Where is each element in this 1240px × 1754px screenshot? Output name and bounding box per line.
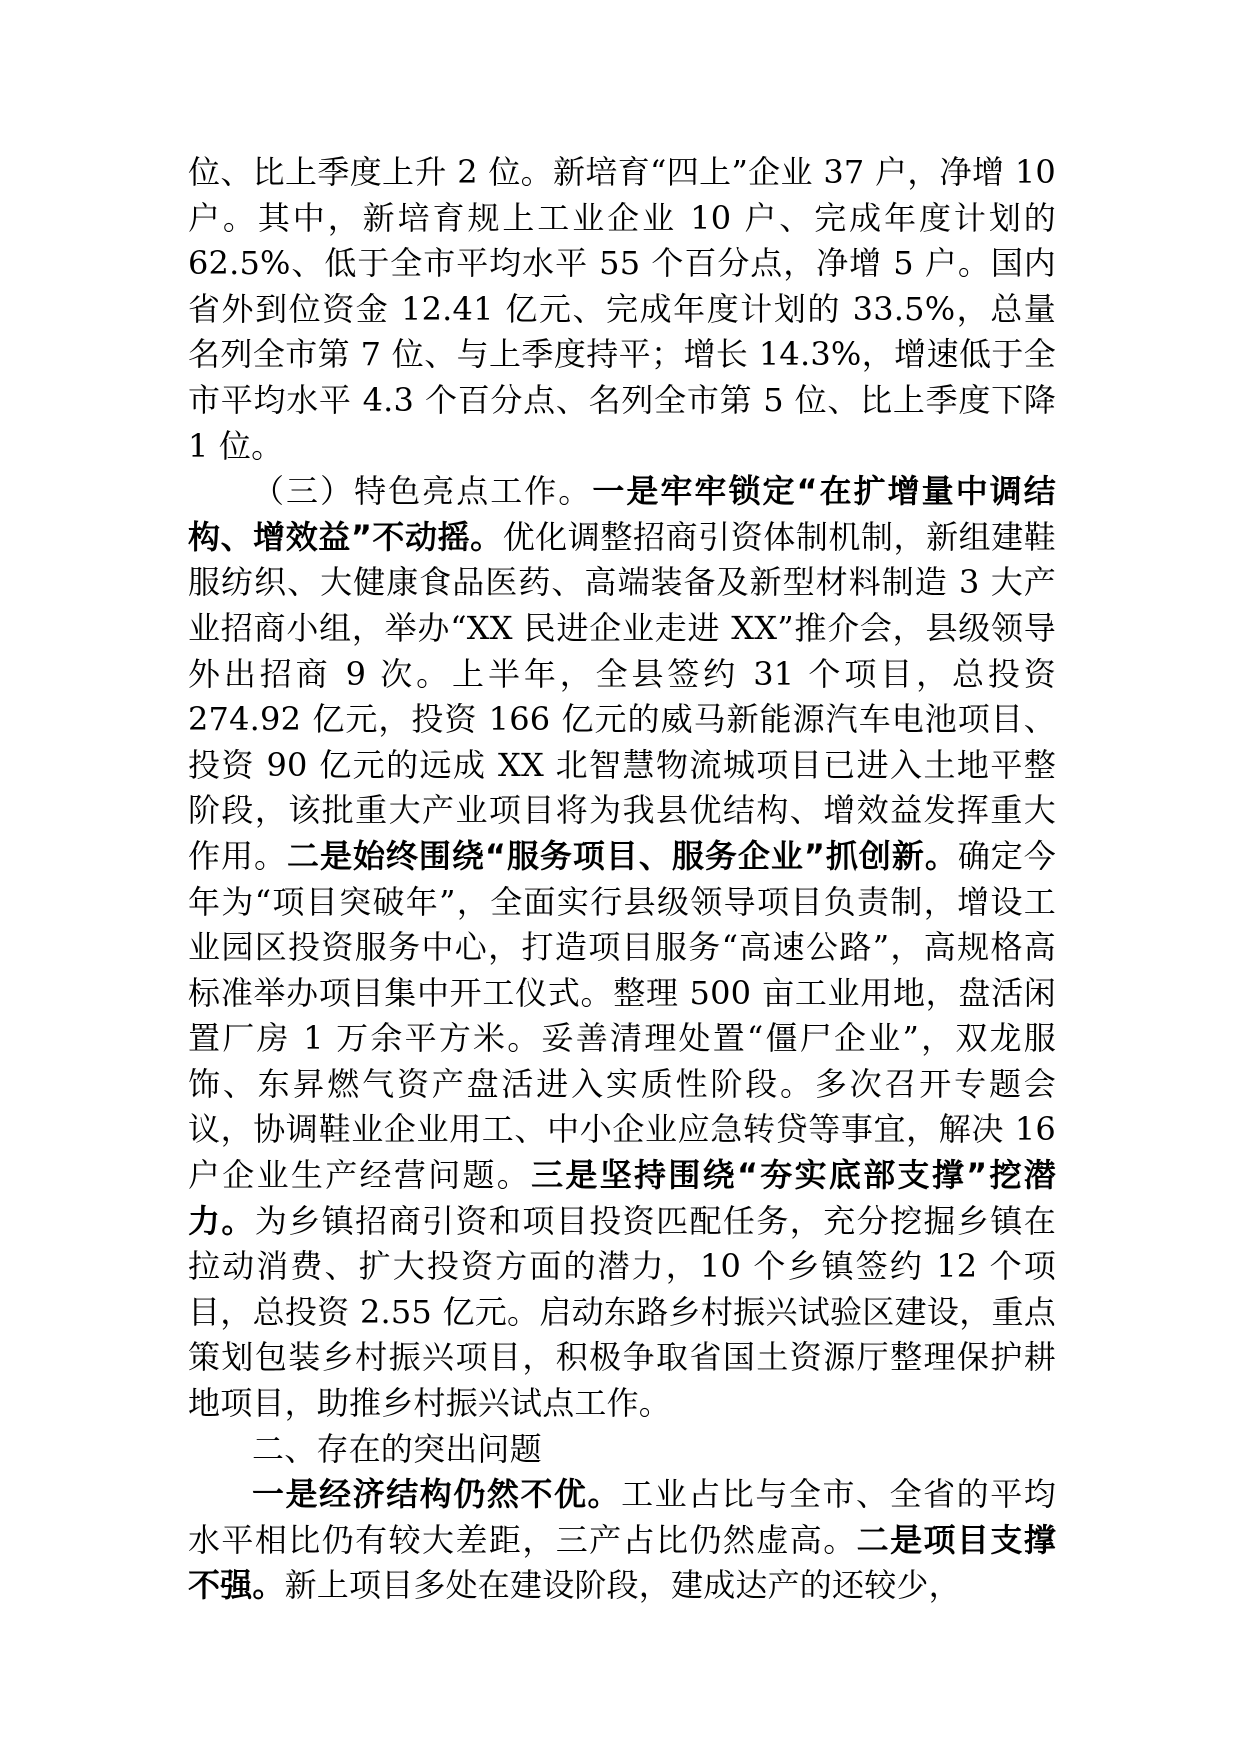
section-title-problems bbox=[188, 1427, 1056, 1473]
section-heading: （三）特色亮点工作。 bbox=[252, 472, 593, 511]
bold-problem-one: 一是经济结构仍然不优。 bbox=[252, 1475, 622, 1514]
paragraph-highlights bbox=[188, 469, 1056, 1426]
paragraph-text: 确定今年为“项目突破年”，全面实行县级领导项目负责制，增设工业园区投资服务中心，打造项目服务“高速公路”，高规格高标准举办项目集中开工仪式。整理 500 亩工业用地，盘活闲置厂房 1 万余平方米。妥善清理处置“僵尸企业”，双龙服饰、东昇燃气资产盘活进入实质性阶段。多次召开专题会议，协调鞋业企业用工、中小企业应急转贷等事宜，解决 16 户企业生产经营问题。 bbox=[188, 836, 1056, 1195]
paragraph-text: 为乡镇招商引资和项目投资匹配任务，充分挖掘乡镇在拉动消费、扩大投资方面的潜力，10 个乡镇签约 12 个项目，总投资 2.55 亿元。启动东路乡村振兴试验区建设，重点策划包装乡村振兴项目，积极争取省国土资源厅整理保护耕地项目，助推乡村振兴试点工作。 bbox=[188, 1201, 1056, 1423]
bold-point-three: 三是坚持围绕“夯实底部支撑”挖潜力。 bbox=[188, 1156, 1056, 1240]
paragraph-text: 位、比上季度上升 2 位。新培育“四上”企业 37 户，净增 10 户。其中，新培育规上工业企业 10 户、完成年度计划的 62.5%、低于全市平均水平 55 个百分点，净增 5 户。国内省外到位资金 12.41 亿元、完成年度计划的 33.5%，总量名列全市第 7 位、与上季度持平；增长 14.3%，增速低于全市平均水平 4.3 个百分点、名列全市第 5 位、比上季度下降 1 位。 bbox=[188, 153, 1056, 465]
document-page bbox=[188, 150, 1056, 1609]
bold-point-two: 二是始终围绕“服务项目、服务企业”抓创新。 bbox=[286, 836, 958, 875]
paragraph-problems bbox=[188, 1472, 1056, 1609]
paragraph-text: 优化调整招商引资体制机制，新组建鞋服纺织、大健康食品医药、高端装备及新型材料制造 3 大产业招商小组，举办“XX 民进企业走进 XX”推介会，县级领导外出招商 9 次。上半年，全县签约 31 个项目，总投资 274.92 亿元，投资 166 亿元的威马新能源汽车电池项目、投资 90 亿元的远成 XX 北智慧物流城项目已进入土地平整阶段，该批重大产业项目将为我县优结构、增效益发挥重大作用。 bbox=[188, 517, 1056, 875]
bold-problem-two: 二是项目支撑不强。 bbox=[188, 1520, 1056, 1605]
section-heading: 二、存在的突出问题 bbox=[252, 1429, 542, 1468]
bold-point-one: 一是牢牢锁定“在扩增量中调结构、增效益”不动摇。 bbox=[188, 472, 1056, 556]
paragraph-stats bbox=[188, 150, 1056, 469]
paragraph-text: 工业占比与全市、全省的平均水平相比仍有较大差距，三产占比仍然虚高。 bbox=[188, 1475, 1056, 1559]
paragraph-text: 新上项目多处在建设阶段，建成达产的还较少， bbox=[284, 1566, 961, 1605]
